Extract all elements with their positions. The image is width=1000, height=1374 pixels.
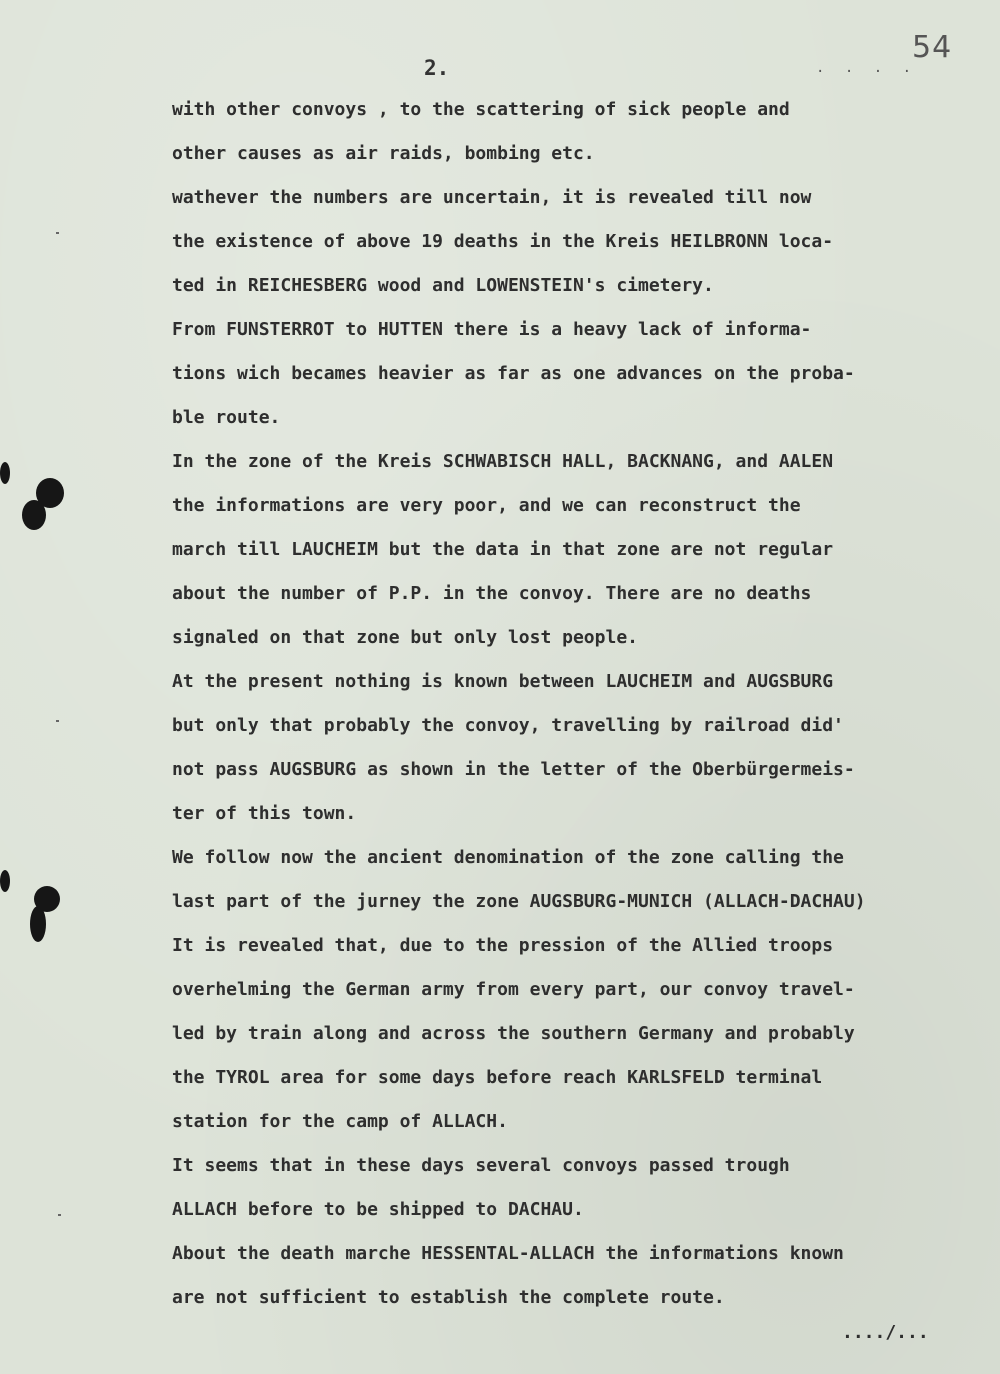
punch-hole-mark [22, 500, 46, 530]
text-line: We follow now the ancient denomination of the zone calling the [172, 847, 844, 868]
text-line: about the number of P.P. in the convoy. There are no deaths [172, 583, 812, 604]
text-line: ble route. [172, 407, 281, 428]
page-number: 2. [424, 56, 450, 80]
punch-hole-mark [30, 906, 46, 942]
text-line: ted in REICHESBERG wood and LOWENSTEIN's cimetery. [172, 275, 714, 296]
text-line: are not sufficient to establish the complete route. [172, 1287, 725, 1308]
text-line: the existence of above 19 deaths in the Kreis HEILBRONN loca- [172, 231, 834, 252]
body-text [172, 95, 972, 1327]
text-line: the TYROL area for some days before reach KARLSFELD terminal [172, 1067, 823, 1088]
text-line: but only that probably the convoy, travelling by railroad did' [172, 715, 844, 736]
text-line: wathever the numbers are uncertain, it is revealed till now [172, 187, 812, 208]
corner-marks: . . . . [816, 60, 918, 76]
text-line: tions wich becames heavier as far as one advances on the proba- [172, 363, 855, 384]
text-line: About the death marche HESSENTAL-ALLACH the informations known [172, 1243, 844, 1264]
text-line: It seems that in these days several convoys passed trough [172, 1155, 790, 1176]
text-line: led by train along and across the southern Germany and probably [172, 1023, 855, 1044]
margin-tick [56, 232, 59, 234]
text-line: At the present nothing is known between LAUCHEIM and AUGSBURG [172, 671, 834, 692]
text-line: station for the camp of ALLACH. [172, 1111, 508, 1132]
text-line: other causes as air raids, bombing etc. [172, 143, 595, 164]
punch-hole-mark [0, 462, 10, 484]
text-line: ter of this town. [172, 803, 357, 824]
folio-number: 54 [912, 30, 953, 65]
text-line: with other convoys , to the scattering of sick people and [172, 99, 790, 120]
margin-tick [56, 720, 59, 722]
text-line: overhelming the German army from every part, our convoy travel- [172, 979, 855, 1000]
text-line: In the zone of the Kreis SCHWABISCH HALL, BACKNANG, and AALEN [172, 451, 834, 472]
text-line: signaled on that zone but only lost people. [172, 627, 638, 648]
text-line: not pass AUGSBURG as shown in the letter of the Oberbürgermeis- [172, 759, 855, 780]
continuation-mark: ..../... [842, 1322, 929, 1343]
text-line: march till LAUCHEIM but the data in that zone are not regular [172, 539, 834, 560]
punch-hole-mark [0, 870, 10, 892]
text-line: It is revealed that, due to the pression of the Allied troops [172, 935, 834, 956]
text-line: the informations are very poor, and we can reconstruct the [172, 495, 801, 516]
text-line: ALLACH before to be shipped to DACHAU. [172, 1199, 584, 1220]
margin-tick [58, 1214, 61, 1216]
text-line: From FUNSTERROT to HUTTEN there is a heavy lack of informa- [172, 319, 812, 340]
text-line: last part of the jurney the zone AUGSBURG-MUNICH (ALLACH-DACHAU) [172, 891, 866, 912]
